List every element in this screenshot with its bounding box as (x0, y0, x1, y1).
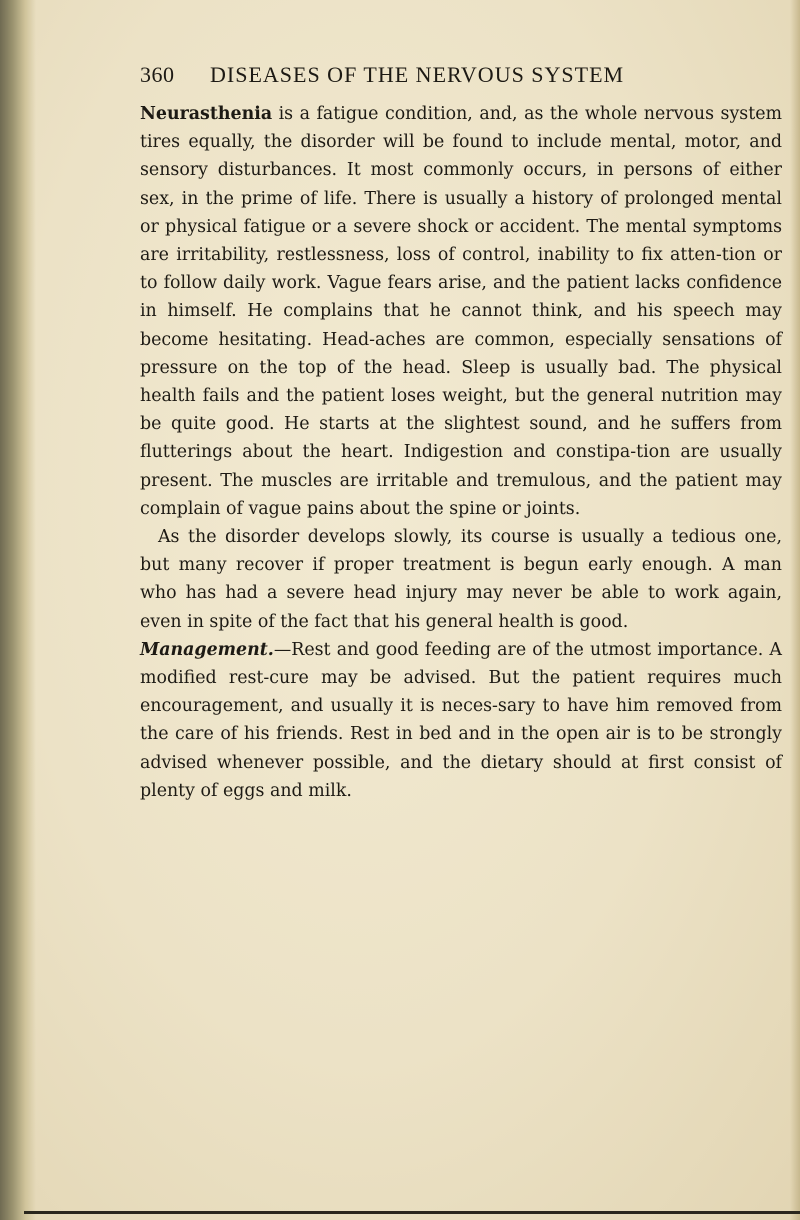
paragraph-text: —Rest and good feeding are of the utmost importance. A modified rest-cure may be advised. But the patient requires much encouragement, and usually it is neces-sary to have him removed from the care of his friends. Rest in bed and in the open air is to be strongly advised whenever possible, and the dietary should at first consist of plenty of eggs and milk. (140, 639, 782, 801)
body-text (140, 100, 782, 805)
paragraph-management (140, 636, 782, 805)
page-edge (790, 0, 800, 1220)
paragraph-neurasthenia (140, 100, 782, 523)
paragraph-text: As the disorder develops slowly, its course is usually a tedious one, but many recover if proper treatment is begun early enough. A man who has had a severe head injury may never be able to work again, even in spite of the fact that his general health is good. (140, 527, 782, 632)
bottom-rule (24, 1211, 800, 1214)
page-binding-shadow (0, 0, 36, 1220)
paragraph-course (140, 523, 782, 636)
paragraph-text: is a fatigue condition, and, as the whole nervous system tires equally, the disorder will be found to include mental, motor, and sensory disturbances. It most commonly occurs, in persons of either sex, in the prime of life. There is usually a history of prolonged mental or physical fatigue or a severe shock or accident. The mental symptoms are irritability, restlessness, loss of control, inability to fix atten-tion or to follow daily work. Vague fears arise, and the patient lacks confidence in himself. He complains that he cannot think, and his speech may become hesitating. Head-aches are common, especially sensations of pressure on the top of the head. Sleep is usually bad. The physical health fails and the patient loses weight, but the general nutrition may be quite good. He starts at the slightest sound, and he suffers from flutterings about the heart. Indigestion and constipa-tion are usually present. The muscles are irritable and tremulous, and the patient may complain of vague pains about the spine or joints. (140, 104, 782, 519)
running-head: DISEASES OF THE NERVOUS SYSTEM (210, 62, 625, 87)
term-management: Management. (140, 639, 274, 660)
page-number: 360 (140, 62, 175, 87)
term-neurasthenia: Neurasthenia (140, 104, 273, 124)
page-header (140, 62, 720, 90)
